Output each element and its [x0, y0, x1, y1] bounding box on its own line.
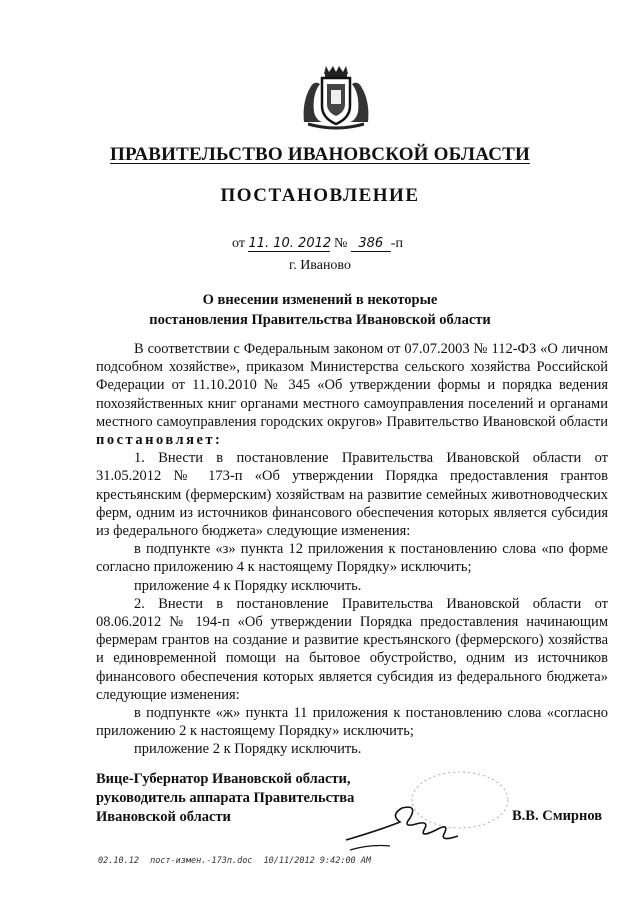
- paragraph-item-1-a: в подпункте «з» пункта 12 приложения к постановлению слова «по форме согласно приложению 4 к настоящему Порядку» исключить;: [96, 541, 608, 576]
- subject-line: постановления Правительства Ивановской области: [149, 312, 491, 328]
- government-title: ПРАВИТЕЛЬСТВО ИВАНОВСКОЙ ОБЛАСТИ: [110, 144, 530, 165]
- intro-text: В соответствии с Федеральным законом от 07.07.2003 № 112-ФЗ «О личном подсобном хозяйстве», приказом Министерства сельского хозяйства Российской Федерации от 11.10.2010 № 345 «Об утверждении формы и порядка ведения похозяйственных книг органами местного самоуправления поселений и органами местного самоуправления городских округов» Правительство Ивановской области: [96, 341, 608, 430]
- number-suffix: -п: [390, 236, 403, 251]
- paragraph-item-1-b: приложение 4 к Порядку исключить.: [134, 577, 362, 594]
- signer-name: В.В. Смирнов: [512, 808, 603, 824]
- city: г. Иваново: [289, 258, 351, 273]
- footer-code: 02.10.12: [98, 856, 139, 866]
- document-footer: [98, 856, 377, 866]
- paragraph-item-2: 2. Внести в постановление Правительства Ивановской области от 08.06.2012 № 194-п «Об утверждении Порядка предоставления начинающим фермерам грантов на создание и развитие крестьянского (фермерского) хозяйства и единовременной помощи на бытовое обустройство, одним из источников финансового обеспечения которых является субсидия из федерального бюджета» следующие изменения:: [96, 595, 608, 703]
- signer-line: Ивановской области: [96, 809, 231, 825]
- signer-line: Вице-Губернатор Ивановской области,: [96, 771, 351, 787]
- document-type: ПОСТАНОВЛЕНИЕ: [220, 185, 420, 206]
- document-body: [96, 340, 608, 759]
- subject-line: О внесении изменений в некоторые: [202, 292, 438, 308]
- document-number: 386: [351, 236, 391, 252]
- document-subject: [0, 290, 640, 330]
- number-sign: №: [333, 236, 348, 251]
- signer-line: руководитель аппарата Правительства: [96, 790, 355, 806]
- footer-filename: пост-измен.-173п.doc: [150, 856, 253, 866]
- paragraph-item-2-b: приложение 2 к Порядку исключить.: [134, 741, 362, 758]
- paragraph-item-2-a: в подпункте «ж» пункта 11 приложения к постановлению слова «согласно приложению 2 к настоящему Порядку» исключить;: [96, 705, 608, 740]
- date-number-line: [232, 236, 403, 252]
- document-date: 11. 10. 2012: [248, 236, 332, 251]
- coat-of-arms-icon: [298, 62, 374, 130]
- decree-word: постановляет:: [96, 432, 223, 449]
- date-prefix: от: [232, 236, 245, 251]
- footer-timestamp: 10/11/2012 9:42:00 AM: [263, 856, 372, 866]
- handwritten-signature: [340, 760, 510, 870]
- signer-title: [96, 770, 354, 827]
- paragraph-item-1: 1. Внести в постановление Правительства Ивановской области от 31.05.2012 № 173-п «Об утверждении Порядка предоставления грантов крестьянским (фермерским) хозяйствам на развитие семейных животноводческих ферм, одним из источников финансового обеспечения которых является субсидия из федерального бюджета» следующие изменения:: [96, 450, 608, 540]
- intro-paragraph: [96, 340, 608, 449]
